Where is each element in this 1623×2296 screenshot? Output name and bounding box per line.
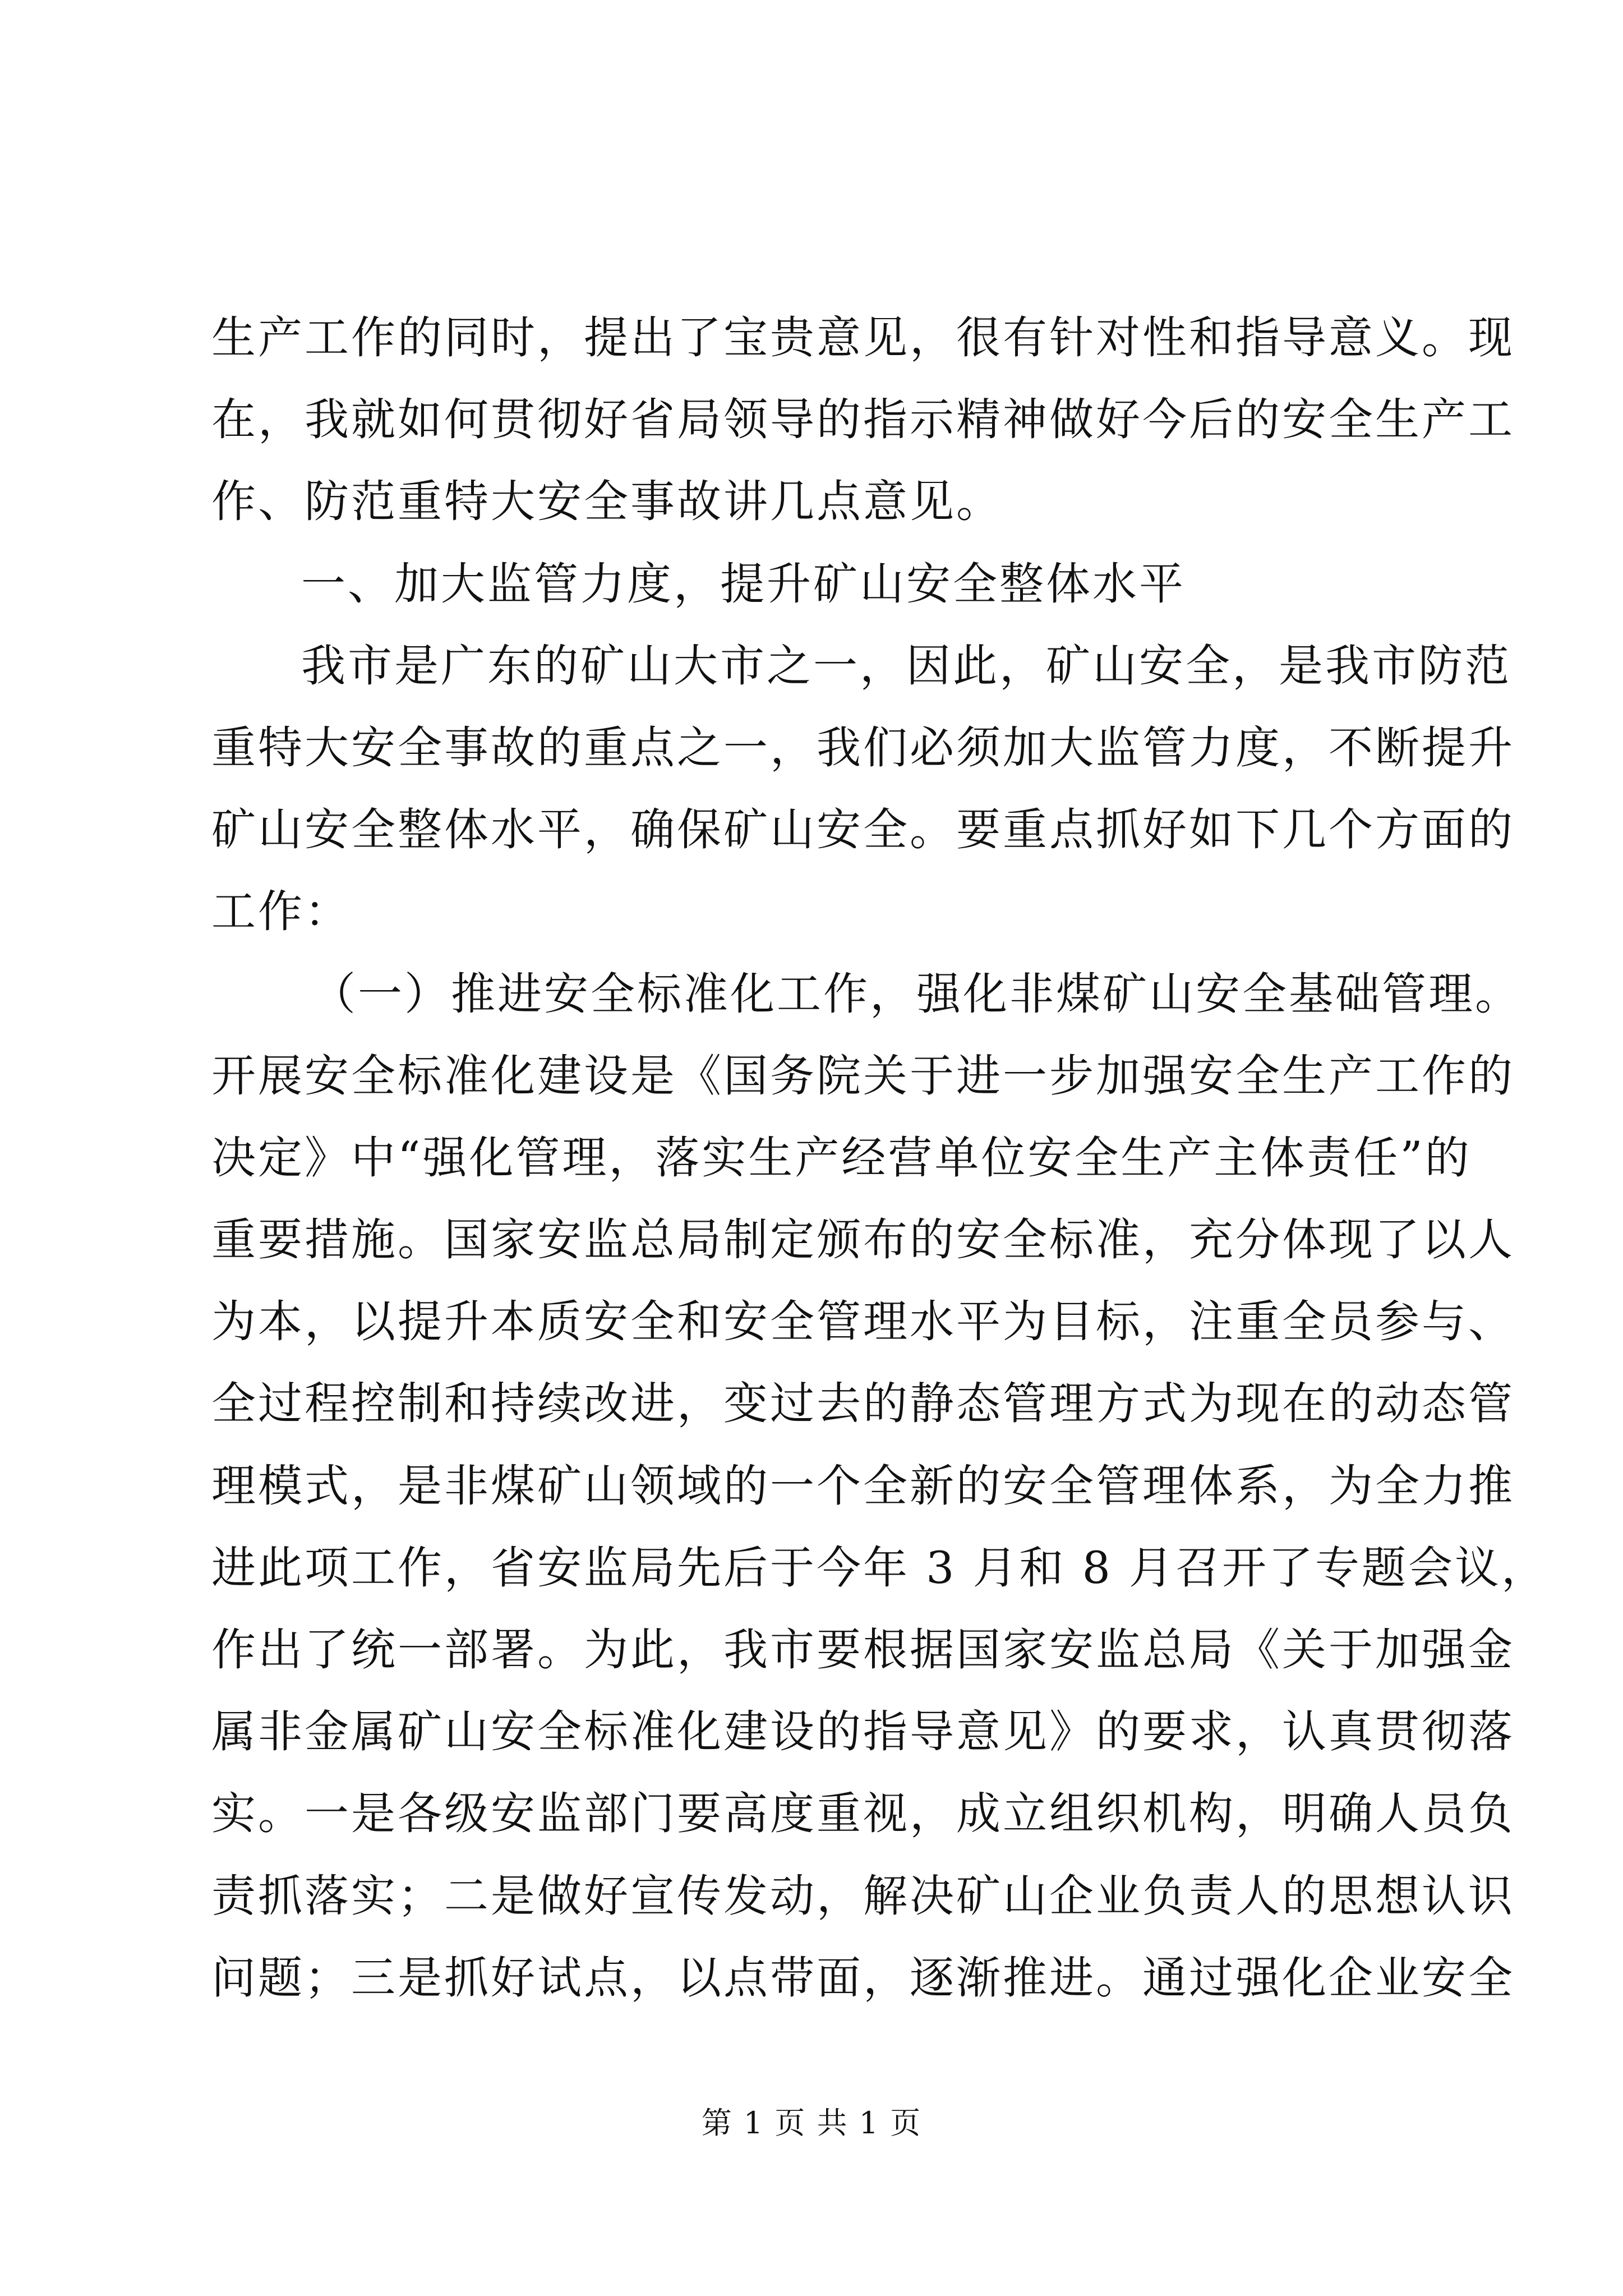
document-body	[211, 297, 1548, 2019]
page-footer: 第 1 页 共 1 页	[701, 2105, 922, 2141]
text-line: 属非金属矿山安全标准化建设的指导意见》的要求，认真贯彻落	[211, 1706, 1515, 1758]
section-heading: 一、加大监管力度，提升矿山安全整体水平	[301, 558, 1186, 610]
text-line: 矿山安全整体水平，确保矿山安全。要重点抓好如下几个方面的	[211, 804, 1515, 856]
text-line: 全过程控制和持续改进，变过去的静态管理方式为现在的动态管	[211, 1378, 1515, 1430]
text-line: 我市是广东的矿山大市之一，因此，矿山安全，是我市防范	[301, 639, 1511, 692]
text-line: 重特大安全事故的重点之一，我们必须加大监管力度，不断提升	[211, 721, 1515, 774]
text-line: 生产工作的同时，提出了宝贵意见，很有针对性和指导意义。现	[211, 312, 1515, 364]
text-line: 实。一是各级安监部门要高度重视，成立组织机构，明确人员负	[211, 1788, 1515, 1840]
text-line: 开展安全标准化建设是《国务院关于进一步加强安全生产工作的	[211, 1050, 1515, 1102]
text-line: 理模式，是非煤矿山领域的一个全新的安全管理体系，为全力推	[211, 1460, 1515, 1512]
text-line: 作、防范重特大安全事故讲几点意见。	[211, 476, 1003, 528]
text-line: 问题；三是抓好试点，以点带面，逐渐推进。通过强化企业安全	[211, 1952, 1515, 2004]
text-line: 决定》中“强化管理，落实生产经营单位安全生产主体责任”的	[211, 1131, 1472, 1184]
text-line: 在，我就如何贯彻好省局领导的指示精神做好今后的安全生产工	[211, 394, 1515, 446]
text-line: 为本，以提升本质安全和安全管理水平为目标，注重全员参与、	[211, 1296, 1515, 1348]
text-line: 进此项工作，省安监局先后于今年 3 月和 8 月召开了专题会议，	[211, 1542, 1548, 1594]
text-line: 作出了统一部署。为此，我市要根据国家安监总局《关于加强金	[211, 1624, 1515, 1676]
text-line: 工作：	[211, 886, 351, 938]
text-line: 重要措施。国家安监总局制定颁布的安全标准，充分体现了以人	[211, 1214, 1515, 1266]
subsection-heading: （一）推进安全标准化工作，强化非煤矿山安全基础管理。	[311, 968, 1521, 1020]
text-line: 责抓落实；二是做好宣传发动，解决矿山企业负责人的思想认识	[211, 1870, 1515, 1922]
